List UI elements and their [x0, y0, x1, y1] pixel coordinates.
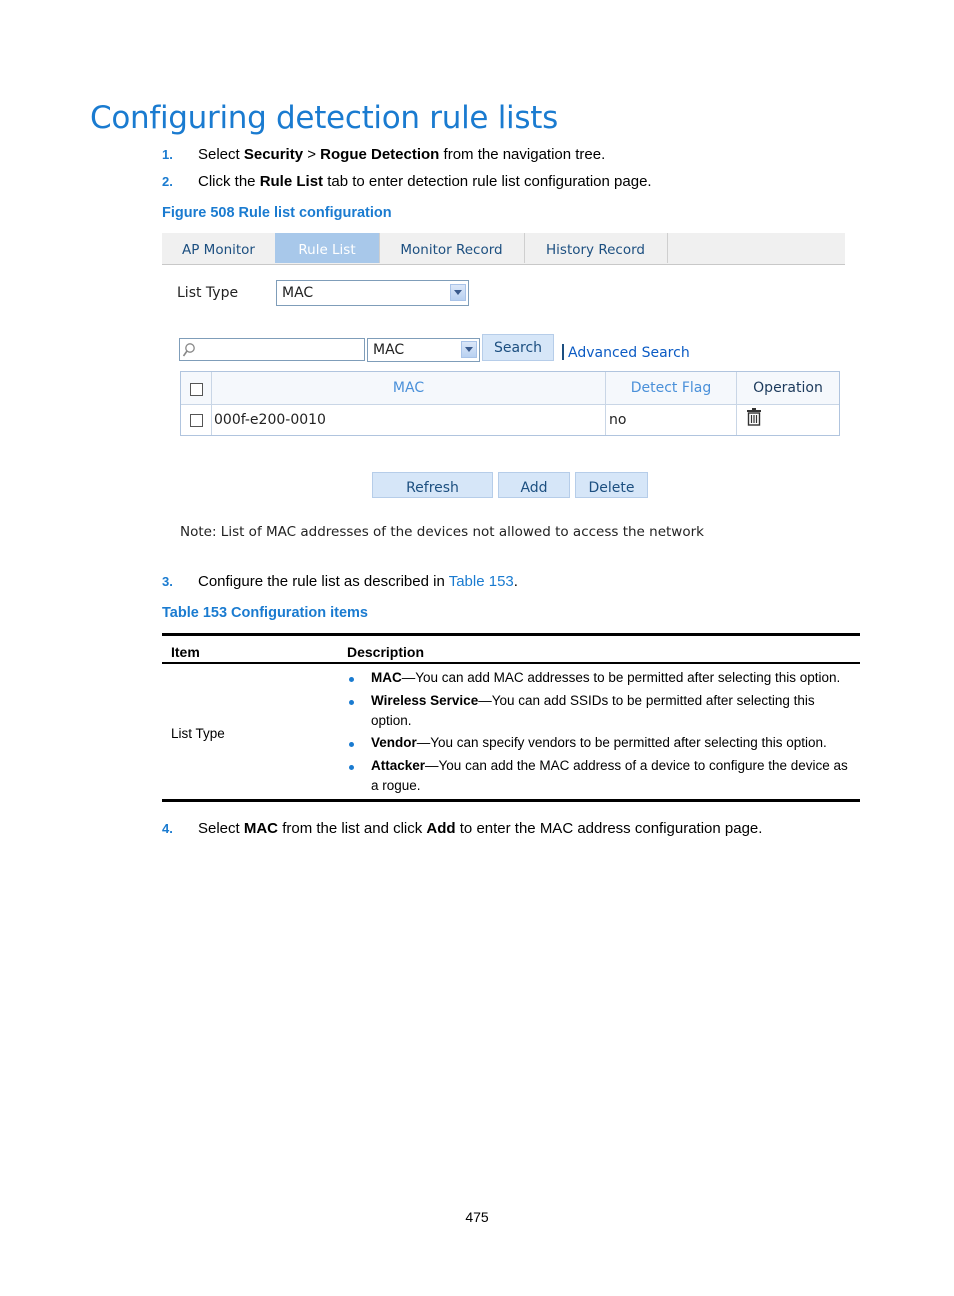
column-header-operation: Operation [737, 372, 839, 405]
list-item-continuation: option. [371, 713, 412, 728]
column-header-detect-flag[interactable]: Detect Flag [606, 372, 737, 405]
separator [562, 344, 564, 360]
table-header-rule [162, 662, 860, 664]
table-153-link[interactable]: Table 153 [448, 573, 514, 590]
bullet-icon [349, 700, 354, 705]
table-header-description: Description [347, 644, 425, 660]
table-cell-item: List Type [171, 726, 225, 741]
row-checkbox[interactable] [190, 414, 203, 427]
page-number: 475 [465, 1209, 489, 1225]
bullet-icon [349, 742, 354, 747]
refresh-button[interactable]: Refresh [372, 472, 493, 498]
list-item: Vendor—You can specify vendors to be permitted after selecting this option. [371, 735, 827, 750]
step-1: 1. Select Security > Rogue Detection from the navigation tree. [162, 146, 606, 163]
step-2: 2. Click the Rule List tab to enter detection rule list configuration page. [162, 173, 652, 190]
search-input[interactable] [179, 338, 365, 361]
list-item: Wireless Service—You can add SSIDs to be permitted after selecting this [371, 693, 815, 708]
list-type-label: List Type [177, 285, 239, 301]
header-checkbox-cell [181, 372, 212, 405]
figure-caption: Figure 508 Rule list configuration [162, 205, 392, 221]
rule-grid [180, 371, 840, 436]
chevron-down-icon [450, 284, 466, 301]
bullet-icon [349, 677, 354, 682]
step-3: 3. Configure the rule list as described in Table 153. [162, 573, 518, 590]
tab-ap-monitor[interactable]: AP Monitor [162, 233, 276, 263]
cell-mac: 000f-e200-0010 [212, 405, 606, 435]
list-item: Attacker—You can add the MAC address of a device to configure the device as [371, 758, 848, 773]
bullet-icon [349, 765, 354, 770]
column-header-mac[interactable]: MAC [212, 372, 606, 405]
list-type-select[interactable]: MAC [276, 280, 469, 306]
tab-rule-list[interactable]: Rule List [275, 233, 380, 263]
page-title: Configuring detection rule lists [90, 100, 558, 136]
table-header-item: Item [171, 644, 200, 660]
table-caption: Table 153 Configuration items [162, 605, 368, 621]
add-button[interactable]: Add [498, 472, 570, 498]
list-item-continuation: a rogue. [371, 778, 421, 793]
search-button[interactable]: Search [482, 334, 554, 361]
list-item: MAC—You can add MAC addresses to be permitted after selecting this option. [371, 670, 841, 685]
cell-operation [737, 405, 839, 435]
table-bottom-rule [162, 799, 860, 802]
tab-history-record[interactable]: History Record [524, 233, 668, 263]
tab-bar [162, 233, 845, 265]
note-text: Note: List of MAC addresses of the devices not allowed to access the network [180, 524, 704, 540]
step-4: 4. Select MAC from the list and click Add to enter the MAC address configuration page. [162, 820, 763, 837]
table-top-rule [162, 633, 860, 636]
search-icon [182, 342, 196, 358]
advanced-search-link[interactable]: Advanced Search [568, 345, 690, 361]
trash-icon[interactable] [747, 408, 761, 426]
cell-detect-flag: no [606, 405, 737, 435]
select-all-checkbox[interactable] [190, 383, 203, 396]
tab-monitor-record[interactable]: Monitor Record [379, 233, 525, 263]
chevron-down-icon [461, 341, 477, 358]
delete-button[interactable]: Delete [575, 472, 648, 498]
search-field-select[interactable]: MAC [367, 338, 480, 362]
row-checkbox-cell [181, 405, 212, 435]
